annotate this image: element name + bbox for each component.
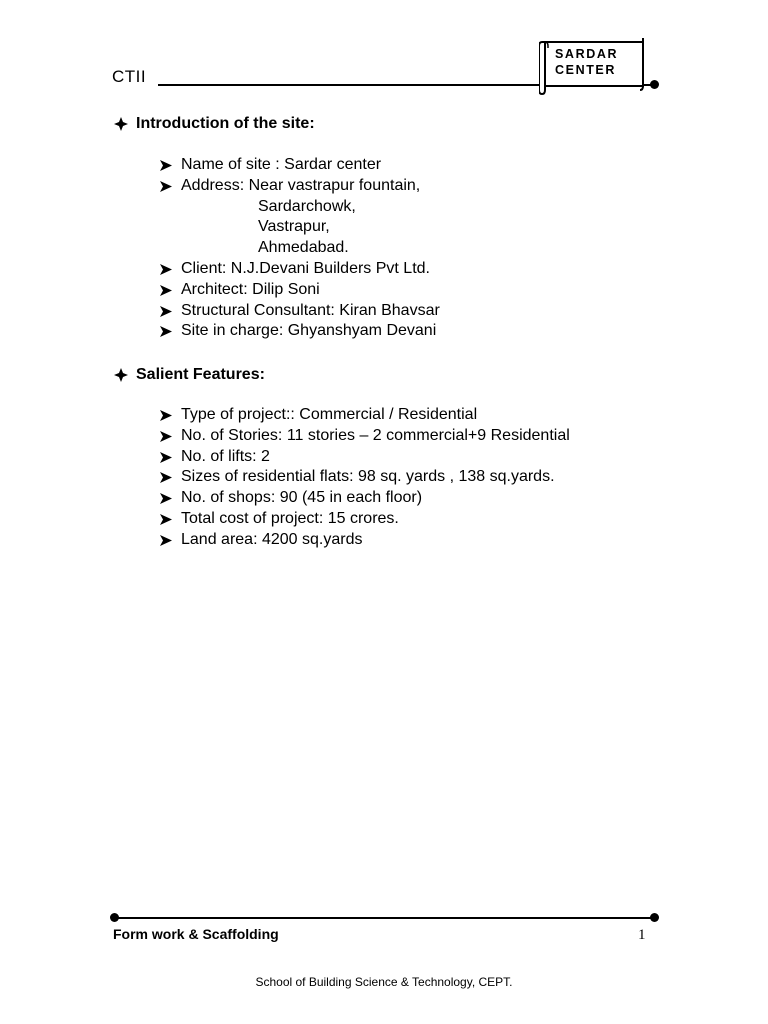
- arrow-bullet-icon: [160, 326, 172, 337]
- list-item-text: Address: Near vastrapur fountain,: [181, 176, 421, 194]
- arrow-bullet-icon: [160, 431, 172, 442]
- scroll-badge: [539, 38, 649, 96]
- header-rule-end-dot: [650, 80, 659, 89]
- list-item-text: Total cost of project: 15 crores.: [181, 509, 399, 527]
- list-item: [160, 488, 570, 509]
- arrow-bullet-icon: [160, 264, 172, 275]
- address-continuation: Sardarchowk,: [258, 197, 356, 215]
- arrow-bullet-icon: [160, 285, 172, 296]
- arrow-bullet-icon: [160, 160, 172, 171]
- list-item: [160, 405, 570, 426]
- features-heading-text: Salient Features:: [136, 366, 265, 383]
- page-number: 1: [638, 927, 646, 943]
- arrow-bullet-icon: [160, 514, 172, 525]
- list-item-text: Name of site : Sardar center: [181, 156, 382, 173]
- address-continuation: Vastrapur,: [258, 218, 330, 236]
- list-item-text: Client: N.J.Devani Builders Pvt Ltd.: [181, 259, 430, 277]
- list-item-text: Sizes of residential flats: 98 sq. yards , 138 sq.yards.: [181, 468, 555, 486]
- list-item: [160, 301, 440, 322]
- list-item: [160, 259, 440, 280]
- diamond-bullet-icon: [114, 368, 128, 382]
- arrow-bullet-icon: [160, 410, 172, 421]
- list-item: [160, 467, 570, 488]
- arrow-bullet-icon: [160, 493, 172, 504]
- header-label: CTII: [112, 67, 147, 86]
- list-item-text: Land area: 4200 sq.yards: [181, 530, 363, 548]
- list-item: [160, 530, 570, 551]
- list-item: [160, 321, 440, 342]
- list-item: [160, 426, 570, 447]
- address-continuation: Ahmedabad.: [258, 239, 349, 257]
- list-item-text: No. of shops: 90 (45 in each floor): [181, 489, 423, 507]
- badge-line-2: CENTER: [555, 63, 616, 77]
- arrow-bullet-icon: [160, 535, 172, 546]
- arrow-bullet-icon: [160, 181, 172, 192]
- footer-title: Form work & Scaffolding: [113, 926, 279, 942]
- institution-footer: School of Building Science & Technology, CEPT.: [255, 975, 513, 989]
- intro-list: [160, 155, 440, 342]
- list-item-text: Architect: Dilip Soni: [181, 280, 320, 298]
- list-item-text: No. of lifts: 2: [181, 447, 270, 465]
- badge-line-1: SARDAR: [555, 47, 619, 61]
- list-item-text: No. of Stories: 11 stories – 2 commercial+9 Residential: [181, 426, 570, 444]
- features-list: [160, 405, 570, 551]
- list-item: [160, 176, 440, 197]
- footer-rule-end-dot: [650, 913, 659, 922]
- list-item: [160, 509, 570, 530]
- list-item-text: Site in charge: Ghyanshyam Devani: [181, 322, 437, 340]
- list-item-text: Type of project:: Commercial / Residential: [181, 406, 478, 423]
- list-item-text: Structural Consultant: Kiran Bhavsar: [181, 301, 440, 319]
- intro-heading: [114, 115, 315, 133]
- arrow-bullet-icon: [160, 472, 172, 483]
- diamond-bullet-icon: [114, 117, 128, 131]
- arrow-bullet-icon: [160, 452, 172, 463]
- features-heading: [114, 366, 265, 384]
- list-item: [160, 447, 570, 468]
- footer-rule: [114, 917, 654, 919]
- intro-heading-text: Introduction of the site:: [136, 115, 315, 132]
- list-item: [160, 280, 440, 301]
- arrow-bullet-icon: [160, 306, 172, 317]
- list-item: [160, 155, 440, 176]
